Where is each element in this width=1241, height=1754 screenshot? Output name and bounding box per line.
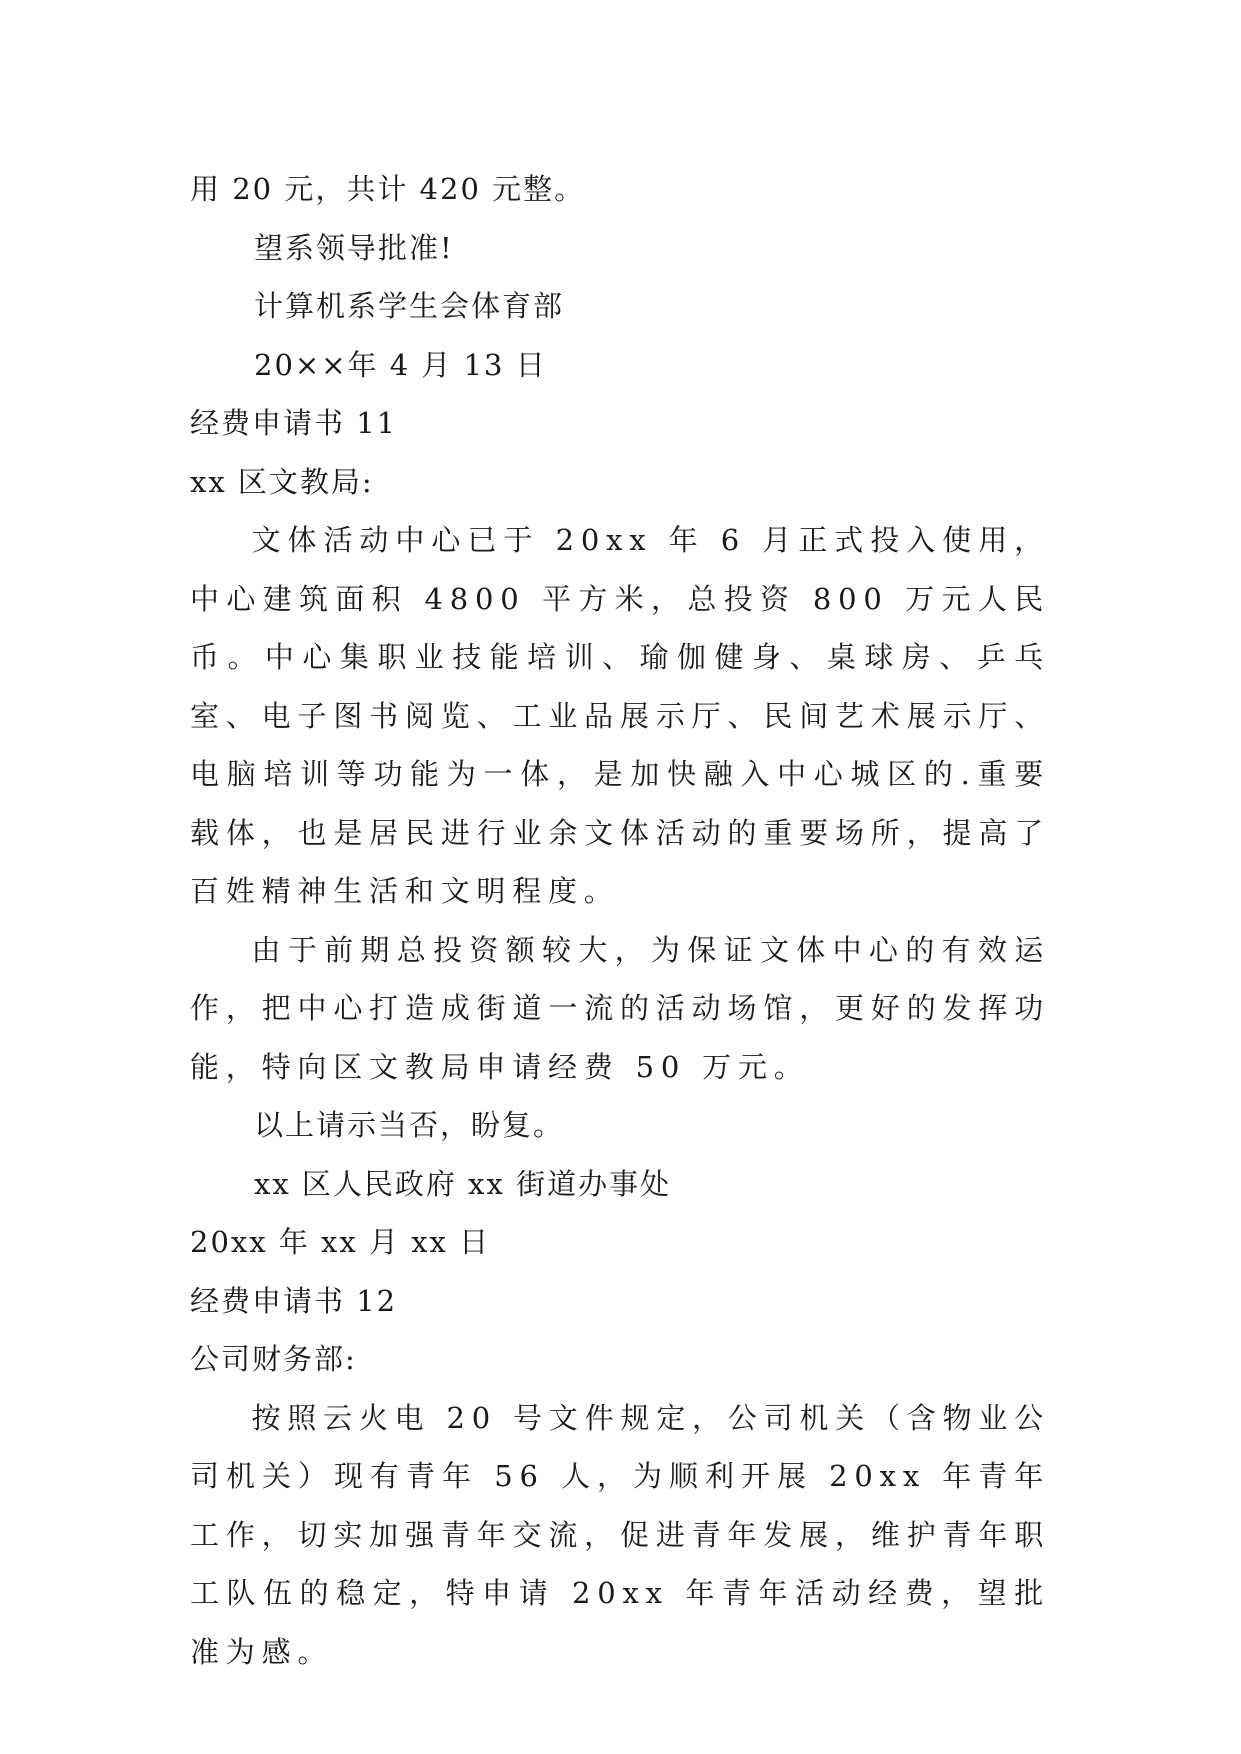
body-paragraph-11-2: 由于前期总投资额较大，为保证文体中心的有效运作，把中心打造成街道一流的活动场馆，更好的发挥功能，特向区文教局申请经费 50 万元。	[190, 932, 1050, 1084]
continuation-line: 用 20 元，共计 420 元整。	[190, 172, 586, 206]
signature-org: 计算机系学生会体育部	[254, 289, 565, 323]
document-body	[190, 160, 1050, 1681]
salutation-11: xx 区文教局:	[190, 464, 374, 499]
salutation-12: 公司财务部:	[190, 1342, 357, 1376]
body-paragraph-11-1: 文体活动中心已于 20xx 年 6 月正式投入使用，中心建筑面积 4800 平方米，总投资 800 万元人民币。中心集职业技能培训、瑜伽健身、桌球房、乒乓室、电子图书阅览、工业品展示厅、民间艺术展示厅、电脑培训等功能为一体，是加快融入中心城区的.重要载体，也是居民进行业余文体活动的重要场所，提高了百姓精神生活和文明程度。	[190, 523, 1050, 908]
closing-11: 以上请示当否，盼复。	[254, 1108, 565, 1142]
section-heading-12: 经费申请书 12	[190, 1283, 398, 1318]
signature-date-11: 20xx 年 xx 月 xx 日	[190, 1225, 491, 1259]
signature-org-11: xx 区人民政府 xx 街道办事处	[254, 1166, 672, 1201]
closing-request: 望系领导批准!	[254, 230, 454, 265]
signature-date: 20××年 4 月 13 日	[254, 347, 547, 382]
section-heading-11: 经费申请书 11	[190, 406, 398, 440]
body-paragraph-12-1: 按照云火电 20 号文件规定，公司机关（含物业公司机关）现有青年 56 人，为顺利开展 20xx 年青年工作，切实加强青年交流，促进青年发展，维护青年职工队伍的稳定，特申请 20xx 年青年活动经费，望批准为感。	[190, 1400, 1051, 1669]
